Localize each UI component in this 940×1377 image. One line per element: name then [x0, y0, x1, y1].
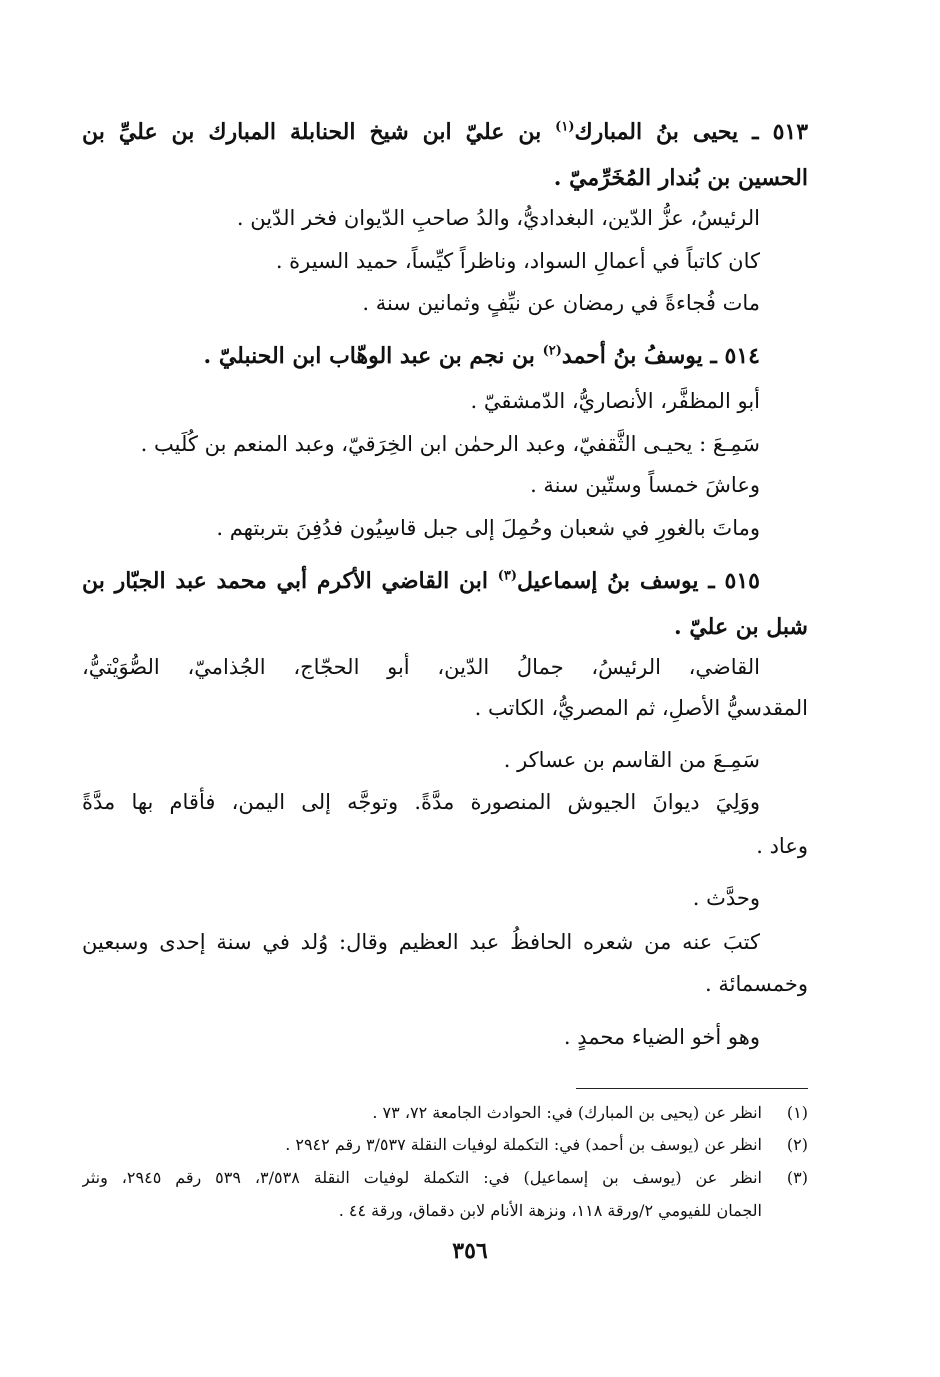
entry-lineage: بن نجم بن عبد الوهّاب ابن الحنبليّ .: [203, 343, 535, 369]
entry-514-body-line: سَمِـعَ : يحيـى الثَّقفيّ، وعبد الرحمٰن ابن الخِرَقيّ، وعبد المنعم بن كُلَيب .: [140, 432, 760, 456]
entry-513-heading: ٥١٣ ـ يحيى بنُ المبارك$^{(١)}$ بن عليّ ابن شيخ الحنابلة المبارك بن عليِّ بن: [82, 119, 808, 145]
footnote-3-cont: الجمان للفيومي ٢/ورقة ١١٨، ونزهة الأنام لابن دقماق، ورقة ٤٤ .: [338, 1201, 762, 1220]
footnote-separator: [576, 1088, 808, 1089]
entry-515-body-line: وهو أخو الضياء محمدٍ .: [563, 1025, 760, 1049]
entry-515-lineage-cont: شبل بن عليّ .: [674, 614, 808, 640]
footnote-text: انظر عن (يحيى بن المبارك) في: الحوادث الجامعة ٧٢، ٧٣ .: [372, 1103, 762, 1122]
entry-513-body-line: الرئيسُ، عزُّ الدّين، البغداديُّ، والدُ صاحبِ الدّيوان فخر الدّين .: [236, 206, 760, 230]
entry-number: ٥١٣: [772, 119, 808, 145]
footnote-ref: (٣): [497, 568, 518, 584]
footnote-text: انظر عن (يوسف بن أحمد) في: التكملة لوفيات النقلة ٣/٥٣٧ رقم ٢٩٤٢ .: [285, 1135, 762, 1154]
entry-515-body-line: وحدَّث .: [692, 886, 760, 910]
entry-lineage: ابن القاضي الأكرم أبي محمد عبد الجبّار بن: [82, 568, 488, 594]
footnote-number: (٢): [786, 1135, 808, 1154]
footnote-number: (٣): [786, 1168, 808, 1187]
entry-513-body-line: مات فُجاءةً في رمضان عن نيِّفٍ وثمانين سنة .: [362, 291, 760, 315]
entry-514-body-line: وعاشَ خمساً وستّين سنة .: [530, 473, 760, 497]
entry-513-lineage-cont: الحسين بن بُندار المُخَرِّميّ .: [553, 165, 808, 191]
entry-lineage: بن عليّ ابن شيخ الحنابلة المبارك بن عليِّ بن: [82, 119, 542, 145]
entry-name: يوسف بنُ إسماعيل: [517, 568, 699, 594]
entry-515-body-line: ووَلِيَ ديوانَ الجيوش المنصورة مدَّةً. وتوجَّه إلى اليمن، فأقام بها مدَّةً: [82, 790, 760, 814]
entry-515-body-line: سَمِـعَ من القاسم بن عساكر .: [503, 748, 760, 772]
footnote-number: (١): [786, 1103, 808, 1122]
footnote-ref: (١): [555, 119, 575, 135]
entry-515-heading: ٥١٥ ـ يوسف بنُ إسماعيل$^{(٣)}$ ابن القاضي الأكرم أبي محمد عبد الجبّار بن: [82, 568, 760, 594]
footnote-text: انظر عن (يوسف بن إسماعيل) في: التكملة لوفيات النقلة ٣/٥٣٨، ٥٣٩ رقم ٢٩٤٥، ونثر: [82, 1168, 763, 1187]
entry-514-body-line: أبو المظفَّر، الأنصاريُّ، الدّمشقيّ .: [470, 389, 760, 413]
entry-513-body-line: كان كاتباً في أعمالِ السواد، وناظراً كيِّساً، حميد السيرة .: [275, 249, 760, 273]
entry-number: ٥١٤: [724, 343, 760, 369]
entry-515-body-line: القاضي، الرئيسُ، جمالُ الدّين، أبو الحجّاج، الجُذاميّ، الصُّوَيْتيُّ،: [82, 655, 760, 679]
entry-515-body-line: وعاد .: [756, 834, 808, 858]
entry-name: يحيى بنُ المبارك: [574, 119, 739, 145]
footnote-2: [82, 1130, 808, 1160]
entry-514-body-line: وماتَ بالغورِ في شعبان وحُمِلَ إلى جبل قاسِيُون فدُفِنَ بتربتهم .: [216, 516, 760, 540]
entry-number: ٥١٥: [724, 568, 760, 594]
entry-515-body-line: وخمسمائة .: [705, 972, 808, 996]
page-number: ٣٥٦: [452, 1238, 488, 1264]
footnote-ref: (٢): [542, 343, 562, 359]
entry-name: يوسفُ بنُ أحمد: [561, 343, 703, 369]
footnote-1: [82, 1098, 808, 1128]
entry-515-body-line: كتبَ عنه من شعره الحافظُ عبد العظيم وقال: وُلد في سنة إحدى وسبعين: [82, 930, 760, 954]
entry-514-heading: ٥١٤ ـ يوسفُ بنُ أحمد$^{(٢)}$ بن نجم بن عبد الوهّاب ابن الحنبليّ .: [203, 343, 760, 369]
entry-515-body-line: المقدسيُّ الأصلِ، ثم المصريُّ، الكاتب .: [474, 696, 808, 720]
footnote-3: [82, 1163, 808, 1193]
